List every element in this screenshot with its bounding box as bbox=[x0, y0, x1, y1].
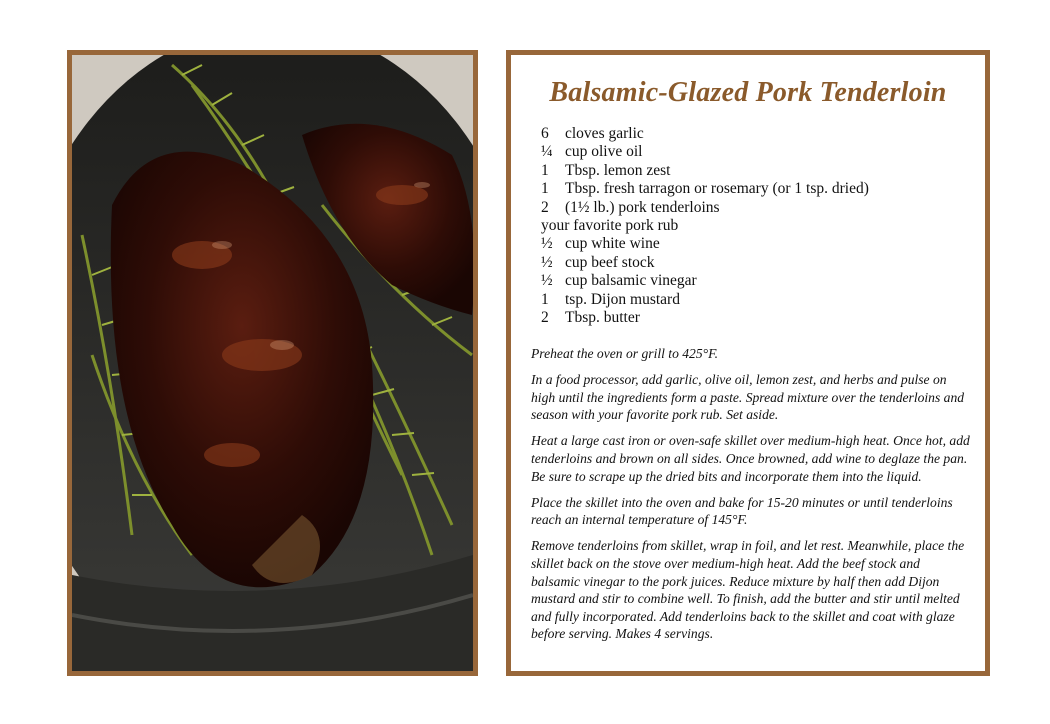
ingredient-quantity: ½ bbox=[541, 235, 553, 253]
ingredient-name: Tbsp. fresh tarragon or rosemary (or 1 tsp. dried) bbox=[565, 180, 869, 198]
ingredient-item bbox=[541, 125, 981, 143]
ingredient-name: your favorite pork rub bbox=[541, 216, 679, 234]
ingredient-quantity: 1 bbox=[541, 180, 549, 198]
ingredient-item bbox=[541, 162, 981, 180]
recipe-card bbox=[506, 50, 990, 676]
ingredient-quantity: ½ bbox=[541, 253, 553, 271]
ingredient-item bbox=[541, 254, 981, 272]
direction-step: Place the skillet into the oven and bake for 15-20 minutes or until tenderloins reach an internal temperature of 145°F. bbox=[531, 494, 953, 528]
direction-step: Heat a large cast iron or oven-safe skillet over medium-high heat. Once hot, add tenderloins and brown on all sides. Once browned, add wine to deglaze the pan. Be sure to scrape up the dried bits and incorporate them into the liquid. bbox=[531, 433, 970, 484]
ingredient-name: cloves garlic bbox=[565, 125, 644, 142]
recipe-photo bbox=[67, 50, 478, 676]
ingredient-quantity: ½ bbox=[541, 272, 553, 290]
ingredient-name: cup olive oil bbox=[565, 143, 643, 161]
ingredient-item bbox=[541, 272, 981, 290]
direction-step: Remove tenderloins from skillet, wrap in foil, and let rest. Meanwhile, place the skillet back on the stove over medium-high heat. Add the beef stock and balsamic vinegar to the pork juices. Reduce mixture by half then add Dijon mustard and stir to combine well. To finish, add the butter and stir until melted and fully incorporated. Add tenderloins back to the skillet and coat with glaze before serving. Makes 4 servings. bbox=[531, 538, 965, 642]
ingredient-item bbox=[541, 309, 981, 327]
directions bbox=[531, 345, 971, 651]
ingredient-item bbox=[541, 235, 981, 253]
ingredient-quantity: 2 bbox=[541, 198, 549, 216]
recipe-title: Balsamic-Glazed Pork Tenderloin bbox=[549, 77, 947, 108]
ingredient-name: cup balsamic vinegar bbox=[565, 272, 697, 290]
ingredient-quantity: 1 bbox=[541, 290, 549, 308]
ingredient-quantity: ¼ bbox=[541, 143, 553, 161]
ingredient-item bbox=[541, 291, 981, 309]
ingredient-name: cup beef stock bbox=[565, 253, 655, 271]
ingredient-name: cup white wine bbox=[565, 235, 660, 253]
ingredient-name: (1½ lb.) pork tenderloins bbox=[565, 198, 720, 216]
ingredient-item bbox=[541, 217, 981, 235]
direction-step: Preheat the oven or grill to 425°F. bbox=[531, 346, 719, 361]
ingredient-quantity: 6 bbox=[541, 125, 549, 142]
direction-step: In a food processor, add garlic, olive oil, lemon zest, and herbs and pulse on high until the ingredients form a paste. Spread mixture over the tenderloins and season with your favorite pork rub. Set aside. bbox=[531, 372, 965, 423]
ingredient-quantity: 1 bbox=[541, 161, 549, 179]
ingredient-name: Tbsp. lemon zest bbox=[565, 161, 671, 179]
ingredient-list bbox=[541, 125, 981, 327]
ingredient-item bbox=[541, 180, 981, 198]
ingredient-name: Tbsp. butter bbox=[565, 308, 640, 326]
ingredient-name: tsp. Dijon mustard bbox=[565, 290, 680, 308]
ingredient-quantity: 2 bbox=[541, 308, 549, 326]
ingredient-item bbox=[541, 199, 981, 217]
pork-tenderloin-photo bbox=[72, 55, 473, 671]
ingredient-item bbox=[541, 143, 981, 161]
